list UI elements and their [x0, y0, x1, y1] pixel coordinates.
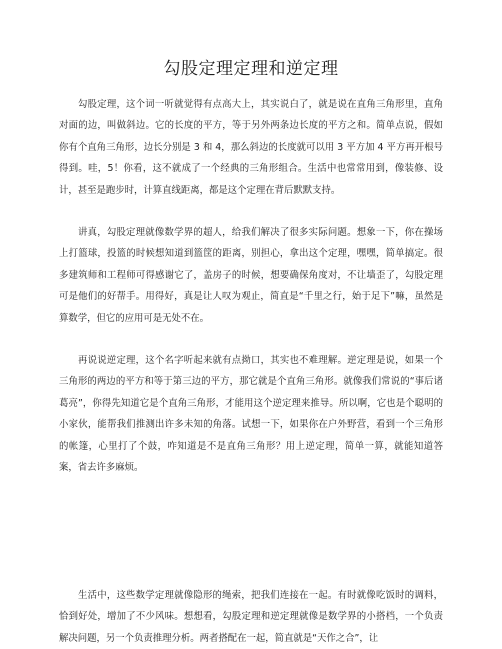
document-title: 勾股定理定理和逆定理 [163, 59, 339, 79]
paragraph-daily-life: 生活中，这些数学定理就像隐形的绳索，把我们连接在一起。有时就像吃饭时的调料，恰到好处，增加了不少风味。想想看，勾股定理和逆定理就像是数学界的小搭档，一个负责解决问题，另一个负责推理分析。两者搭配在一起，简直就是“天作之合”，让 [59, 590, 443, 644]
paragraph-converse-theorem: 再说说逆定理，这个名字听起来就有点拗口，其实也不难理解。逆定理是说，如果一个三角形的两边的平方和等于第三边的平方，那它就是个直角三角形。就像我们常说的“事后诸葛亮”，你得先知道它是个直角三角形，才能用这个逆定理来推导。所以啊，它也是个聪明的小家伙，能帮我们推测出许多未知的角落。试想一下，如果你在户外野营，看到一个三角形的帐篷，心里打了个鼓，咋知道是不是直角三角形？用上逆定理，简单一算，就能知道答案，省去许多麻烦。 [59, 355, 443, 474]
paragraph-pythagorean-theorem: 勾股定理，这个词一听就觉得有点高大上，其实说白了，就是说在直角三角形里，直角对面的边，叫做斜边。它的长度的平方，等于另外两条边长度的平方之和。简单点说，假如你有个直角三角形，边长分别是 3 和 4，那么斜边的长度就可以用 3 平方加 4 平方再开根号得到。哇，5！你看，这不就成了一个经典的三角形组合。生活中也常常用到，像装修、设计，甚至是跑步时，计算直线距离，都是这个定理在背后默默支持。 [59, 99, 443, 196]
paragraph-applications: 讲真，勾股定理就像数学界的超人，给我们解决了很多实际问题。想象一下，你在操场上打篮球，投篮的时候想知道到篮筐的距离，别担心，拿出这个定理，嘿嘿，简单搞定。很多建筑师和工程师可得感谢它了，盖房子的时候，想要确保角度对，不让墙歪了，勾股定理可是他们的好帮手。用得好，真是让人叹为观止，简直是“千里之行，始于足下”嘛，虽然是算数学，但它的应用可是无处不在。 [59, 227, 443, 324]
